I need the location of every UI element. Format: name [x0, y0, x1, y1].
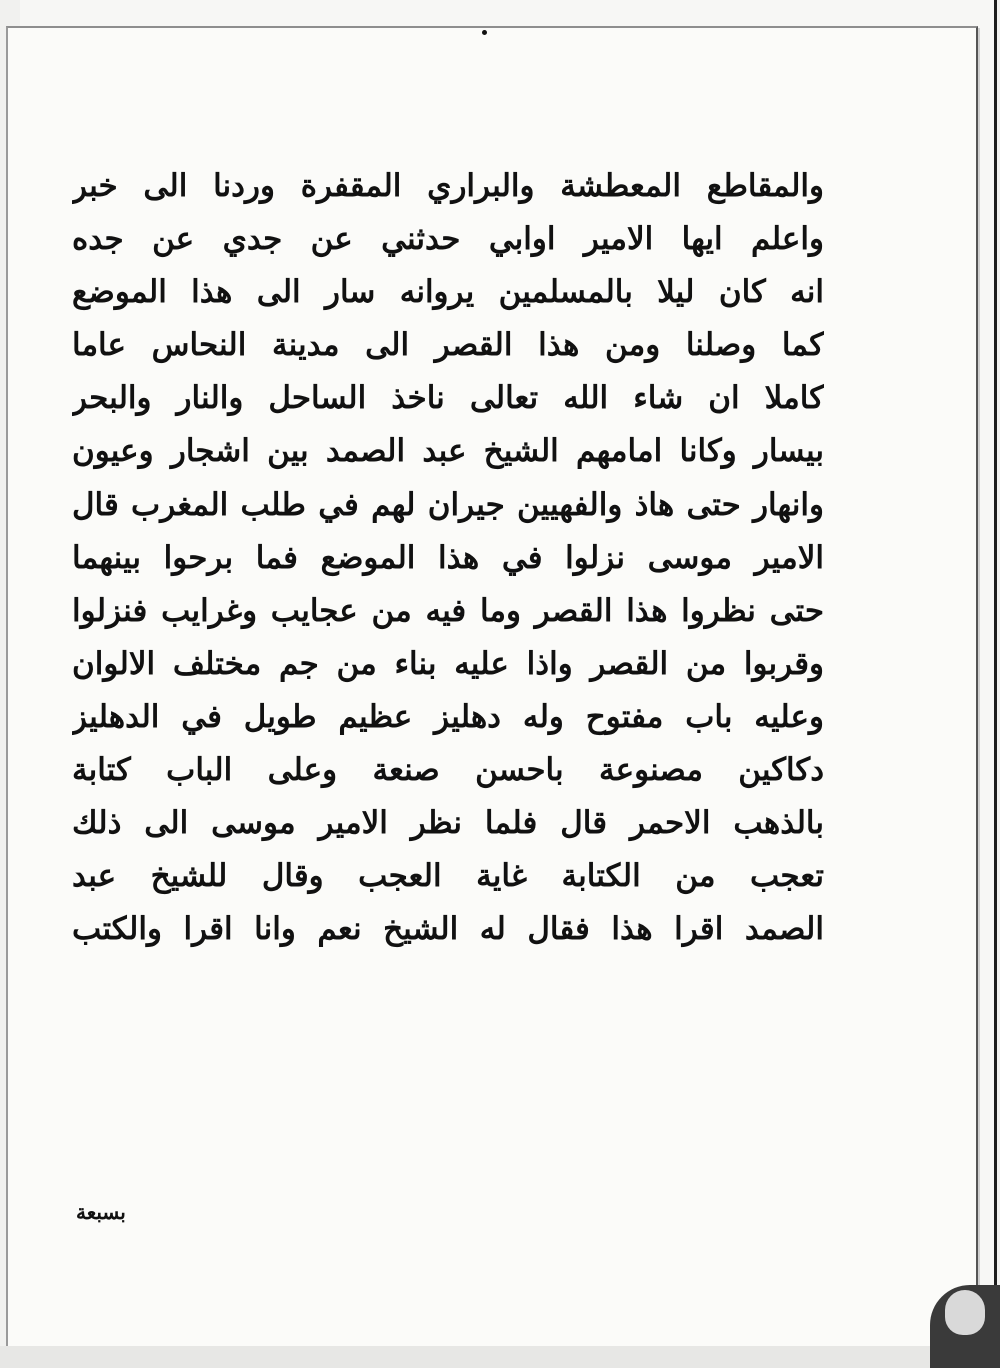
text-line: كاملا ان شاء الله تعالى ناخذ الساحل والنار والبحر	[72, 380, 824, 417]
text-line: بالذهب الاحمر قال فلما نظر الامير موسى الى ذلك	[72, 805, 824, 842]
thumb-nail	[945, 1290, 985, 1335]
text-line: كما وصلنا ومن هذا القصر الى مدينة النحاس عاما	[72, 327, 824, 364]
ink-dot	[482, 30, 487, 35]
text-line: الامير موسى نزلوا في هذا الموضع فما برحوا بينهما	[72, 539, 824, 576]
text-line: وعليه باب مفتوح وله دهليز عظيم طويل في الدهليز	[72, 698, 824, 735]
text-line: واعلم ايها الامير اوابي حدثني عن جدي عن جده	[72, 221, 824, 258]
page-fold	[0, 1346, 1000, 1368]
text-line: وانهار حتى هاذ والفهيين جيران لهم في طلب المغرب قال	[72, 486, 824, 523]
catchword: بسبعة	[76, 1200, 126, 1224]
text-line: تعجب من الكتابة غاية العجب وقال للشيخ عبد	[72, 858, 824, 895]
text-block	[72, 160, 824, 956]
text-line: دكاكين مصنوعة باحسن صنعة وعلى الباب كتابة	[72, 752, 824, 789]
text-line: والمقاطع المعطشة والبراري المقفرة وردنا الى خبر	[72, 168, 824, 204]
text-line: انه كان ليلا بالمسلمين يروانه سار الى هذا الموضع	[72, 274, 824, 311]
text-line: بيسار وكانا امامهم الشيخ عبد الصمد بين اشجار وعيون	[72, 433, 824, 470]
text-line: وقربوا من القصر واذا عليه بناء من جم مختلف الالوان	[72, 645, 824, 682]
text-line: الصمد اقرا هذا فقال له الشيخ نعم وانا اقرا والكتب	[72, 911, 824, 948]
text-line: حتى نظروا هذا القصر وما فيه من عجايب وغرايب فنزلوا	[72, 592, 824, 629]
